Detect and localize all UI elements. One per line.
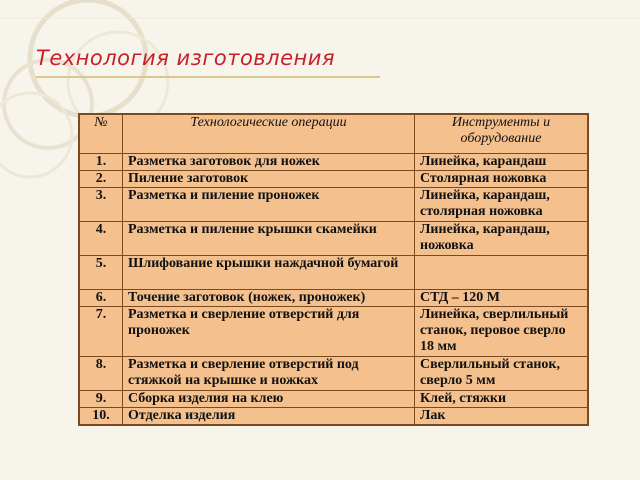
row-number: 4. bbox=[79, 222, 123, 256]
row-number: 3. bbox=[79, 188, 123, 222]
table-header-row bbox=[79, 114, 588, 154]
table-row bbox=[79, 408, 588, 426]
row-tools: СТД – 120 М bbox=[415, 290, 589, 307]
table-row bbox=[79, 154, 588, 171]
row-tools: Лак bbox=[415, 408, 589, 426]
row-operation: Шлифование крышки наждачной бумагой bbox=[123, 256, 415, 290]
row-tools: Столярная ножовка bbox=[415, 171, 589, 188]
row-tools: Сверлильный станок, сверло 5 мм bbox=[415, 357, 589, 391]
row-number: 1. bbox=[79, 154, 123, 171]
row-number: 7. bbox=[79, 307, 123, 357]
row-operation: Сборка изделия на клею bbox=[123, 391, 415, 408]
row-operation: Разметка заготовок для ножек bbox=[123, 154, 415, 171]
row-tools bbox=[415, 256, 589, 290]
row-tools: Линейка, карандаш, ножовка bbox=[415, 222, 589, 256]
operations-table bbox=[78, 113, 589, 426]
row-tools: Клей, стяжки bbox=[415, 391, 589, 408]
row-operation: Разметка и сверление отверстий для проножек bbox=[123, 307, 415, 357]
table-row bbox=[79, 391, 588, 408]
header-number: № bbox=[79, 114, 123, 154]
table-row bbox=[79, 290, 588, 307]
table-row bbox=[79, 307, 588, 357]
row-number: 2. bbox=[79, 171, 123, 188]
table-row bbox=[79, 171, 588, 188]
table-row bbox=[79, 357, 588, 391]
table-row bbox=[79, 188, 588, 222]
header-tools: Инструменты и оборудование bbox=[415, 114, 589, 154]
row-tools: Линейка, карандаш, столярная ножовка bbox=[415, 188, 589, 222]
title-underline bbox=[36, 76, 380, 78]
slide-title: Технология изготовления bbox=[36, 46, 336, 70]
table-row bbox=[79, 256, 588, 290]
row-operation: Разметка и пиление проножек bbox=[123, 188, 415, 222]
row-operation: Разметка и пиление крышки скамейки bbox=[123, 222, 415, 256]
row-number: 8. bbox=[79, 357, 123, 391]
row-operation: Точение заготовок (ножек, проножек) bbox=[123, 290, 415, 307]
row-number: 6. bbox=[79, 290, 123, 307]
row-operation: Разметка и сверление отверстий под стяжкой на крышке и ножках bbox=[123, 357, 415, 391]
row-number: 9. bbox=[79, 391, 123, 408]
table-row bbox=[79, 222, 588, 256]
header-operations: Технологические операции bbox=[123, 114, 415, 154]
row-number: 5. bbox=[79, 256, 123, 290]
row-number: 10. bbox=[79, 408, 123, 426]
row-operation: Пиление заготовок bbox=[123, 171, 415, 188]
row-tools: Линейка, сверлильный станок, перовое сверло 18 мм bbox=[415, 307, 589, 357]
row-operation: Отделка изделия bbox=[123, 408, 415, 426]
row-tools: Линейка, карандаш bbox=[415, 154, 589, 171]
